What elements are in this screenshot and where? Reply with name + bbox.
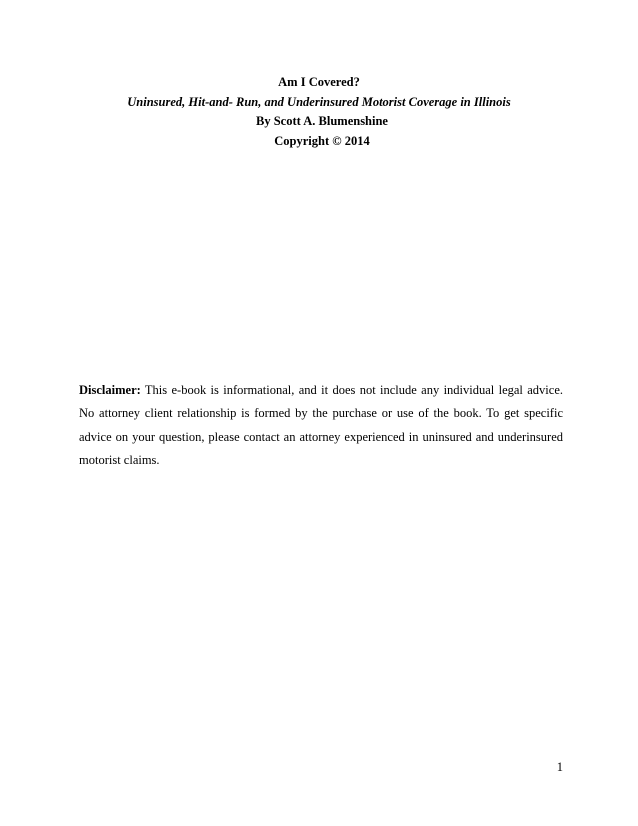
- document-subtitle: Uninsured, Hit-and- Run, and Underinsured Motorist Coverage in Illinois: [127, 94, 511, 109]
- disclaimer-text: This e-book is informational, and it does not include any individual legal advice. No attorney client relationship is formed by the purchase or use of the book. To get specific advice on your question, please contact an attorney experienced in uninsured and underinsured motorist claims.: [79, 382, 563, 467]
- document-title: Am I Covered?: [278, 75, 360, 89]
- document-copyright: Copyright © 2014: [274, 133, 370, 148]
- page-number: 1: [556, 760, 563, 774]
- document-author: By Scott A. Blumenshine: [256, 114, 388, 128]
- title-block: [0, 73, 638, 151]
- disclaimer-label: Disclaimer:: [79, 382, 141, 397]
- disclaimer-paragraph: [79, 379, 563, 473]
